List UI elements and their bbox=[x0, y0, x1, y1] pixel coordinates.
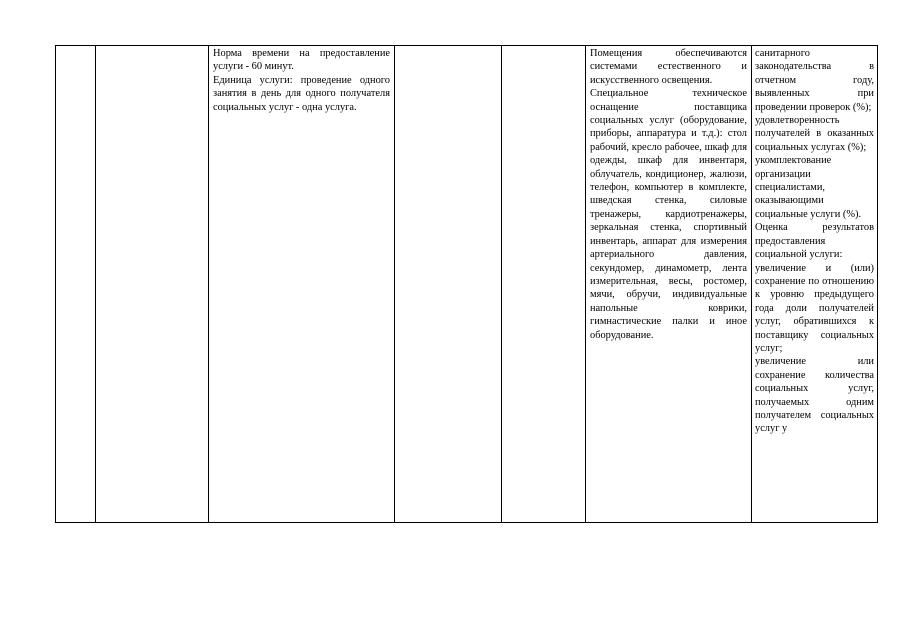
document-table bbox=[55, 45, 878, 523]
results-heading-text: Оценка результатов предоставления социальной услуги: bbox=[755, 222, 874, 261]
service-norm-text: Норма времени на предоставление услуги - 60 минут. bbox=[213, 48, 390, 73]
lighting-text: Помещения обеспечиваются системами естественного и искусственного освещения. bbox=[590, 48, 747, 86]
cell-tariff bbox=[502, 46, 586, 523]
cell-quality-indicators bbox=[752, 46, 878, 523]
results-share-text: увеличение и (или) сохранение по отношению к уровню предыдущего года доли получателей услуг, обратившихся к поставщику социальных услуг; bbox=[755, 262, 874, 354]
cell-conditions bbox=[586, 46, 752, 523]
indicator-satisfaction-text: удовлетворенность получателей в оказанных социальных услугах (%); bbox=[755, 115, 874, 153]
cell-service-description bbox=[209, 46, 395, 523]
service-unit-text: Единица услуги: проведение одного занятия в день для одного получателя социальных услуг - одна услуга. bbox=[213, 74, 390, 113]
indicator-sanitary-text: санитарного законодательства в отчетном году, выявленных при проведении проверок (%); bbox=[755, 48, 874, 113]
cell-service-name bbox=[96, 46, 209, 523]
cell-term bbox=[395, 46, 502, 523]
table-row bbox=[56, 46, 878, 523]
equipment-text: Специальное техническое оснащение поставщика социальных услуг (оборудование, приборы, аппаратура и т.д.): стол рабочий, кресло рабочее, шкаф для одежды, шкаф для инвентаря, облучатель, кондиционер, жалюзи, телефон, компьютер в комплекте, шведская стенка, силовые тренажеры, кардиотренажеры, зеркальная стенка, спортивный инвентарь, аппарат для измерения артериального давления, секундомер, динамометр, лента измерительная, весы, ростомер, мячи, обручи, индивидуальные напольные коврики, гимнастические палки и иное оборудование. bbox=[590, 88, 747, 341]
cell-number bbox=[56, 46, 96, 523]
results-count-text: увеличение или сохранение количества социальных услуг, получаемых одним получателем социальных услуг у bbox=[755, 356, 874, 435]
indicator-staffing-text: укомплектование организации специалистами, оказывающими социальные услуги (%). bbox=[755, 155, 862, 220]
